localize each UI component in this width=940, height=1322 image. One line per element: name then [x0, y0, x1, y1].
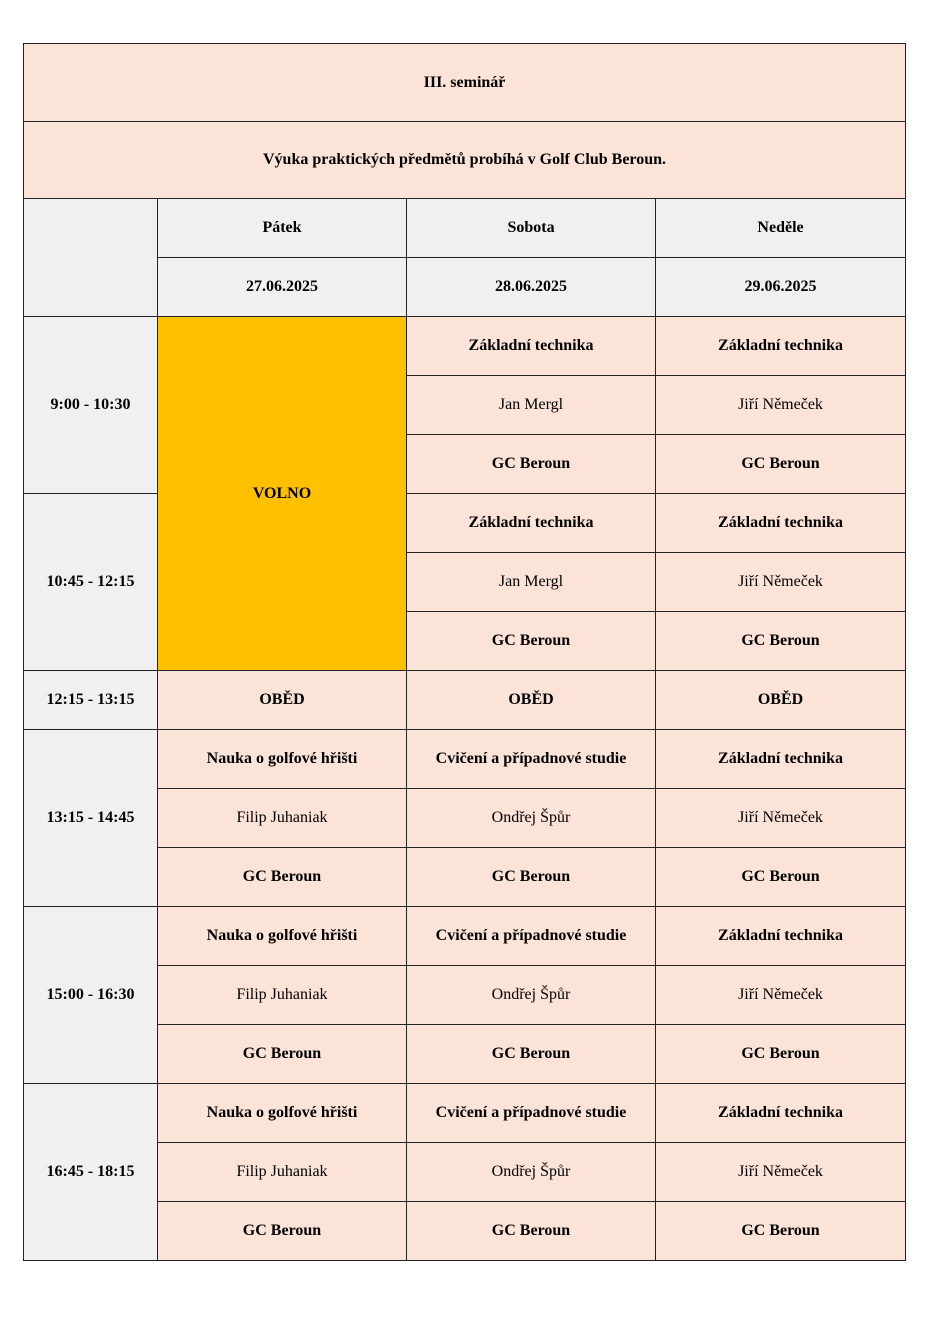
time-slot: 10:45 - 12:15 [24, 494, 158, 671]
subject-cell: Cvičení a případnové studie [407, 730, 656, 789]
day-name-sunday: Neděle [656, 199, 906, 258]
teacher-cell: Jiří Němeček [656, 376, 906, 435]
teacher-cell: Jiří Němeček [656, 1143, 906, 1202]
teacher-cell: Filip Juhaniak [158, 966, 407, 1025]
subject-cell: Základní technika [656, 907, 906, 966]
subject-cell: Cvičení a případnové studie [407, 907, 656, 966]
place-cell: GC Beroun [158, 1025, 407, 1084]
subject-cell: Základní technika [656, 1084, 906, 1143]
subject-cell: Základní technika [407, 317, 656, 376]
time-slot: 15:00 - 16:30 [24, 907, 158, 1084]
lunch-time: 12:15 - 13:15 [24, 671, 158, 730]
teacher-cell: Jiří Němeček [656, 553, 906, 612]
free-block: VOLNO [158, 317, 407, 671]
teacher-cell: Jan Mergl [407, 553, 656, 612]
teacher-cell: Ondřej Špůr [407, 1143, 656, 1202]
place-cell: GC Beroun [407, 1025, 656, 1084]
teacher-cell: Ondřej Špůr [407, 966, 656, 1025]
subtitle: Výuka praktických předmětů probíhá v Golf Club Beroun. [24, 122, 906, 199]
time-slot: 13:15 - 14:45 [24, 730, 158, 907]
teacher-cell: Jan Mergl [407, 376, 656, 435]
lunch-cell: OBĚD [656, 671, 906, 730]
page-title: III. seminář [24, 44, 906, 122]
place-cell: GC Beroun [656, 435, 906, 494]
time-slot: 9:00 - 10:30 [24, 317, 158, 494]
subject-cell: Základní technika [407, 494, 656, 553]
teacher-cell: Jiří Němeček [656, 966, 906, 1025]
place-cell: GC Beroun [407, 1202, 656, 1261]
day-date-saturday: 28.06.2025 [407, 258, 656, 317]
subject-cell: Nauka o golfové hřišti [158, 1084, 407, 1143]
place-cell: GC Beroun [656, 1025, 906, 1084]
day-name-friday: Pátek [158, 199, 407, 258]
place-cell: GC Beroun [656, 848, 906, 907]
lunch-cell: OBĚD [158, 671, 407, 730]
subject-cell: Nauka o golfové hřišti [158, 730, 407, 789]
subject-cell: Základní technika [656, 494, 906, 553]
subject-cell: Základní technika [656, 317, 906, 376]
day-name-saturday: Sobota [407, 199, 656, 258]
teacher-cell: Filip Juhaniak [158, 1143, 407, 1202]
time-slot: 16:45 - 18:15 [24, 1084, 158, 1261]
place-cell: GC Beroun [656, 1202, 906, 1261]
place-cell: GC Beroun [158, 1202, 407, 1261]
lunch-cell: OBĚD [407, 671, 656, 730]
place-cell: GC Beroun [407, 612, 656, 671]
subject-cell: Cvičení a případnové studie [407, 1084, 656, 1143]
teacher-cell: Jiří Němeček [656, 789, 906, 848]
corner-cell [24, 199, 158, 317]
subject-cell: Nauka o golfové hřišti [158, 907, 407, 966]
subject-cell: Základní technika [656, 730, 906, 789]
day-date-friday: 27.06.2025 [158, 258, 407, 317]
schedule-table [23, 43, 906, 1261]
place-cell: GC Beroun [656, 612, 906, 671]
place-cell: GC Beroun [158, 848, 407, 907]
teacher-cell: Ondřej Špůr [407, 789, 656, 848]
place-cell: GC Beroun [407, 848, 656, 907]
place-cell: GC Beroun [407, 435, 656, 494]
day-date-sunday: 29.06.2025 [656, 258, 906, 317]
teacher-cell: Filip Juhaniak [158, 789, 407, 848]
